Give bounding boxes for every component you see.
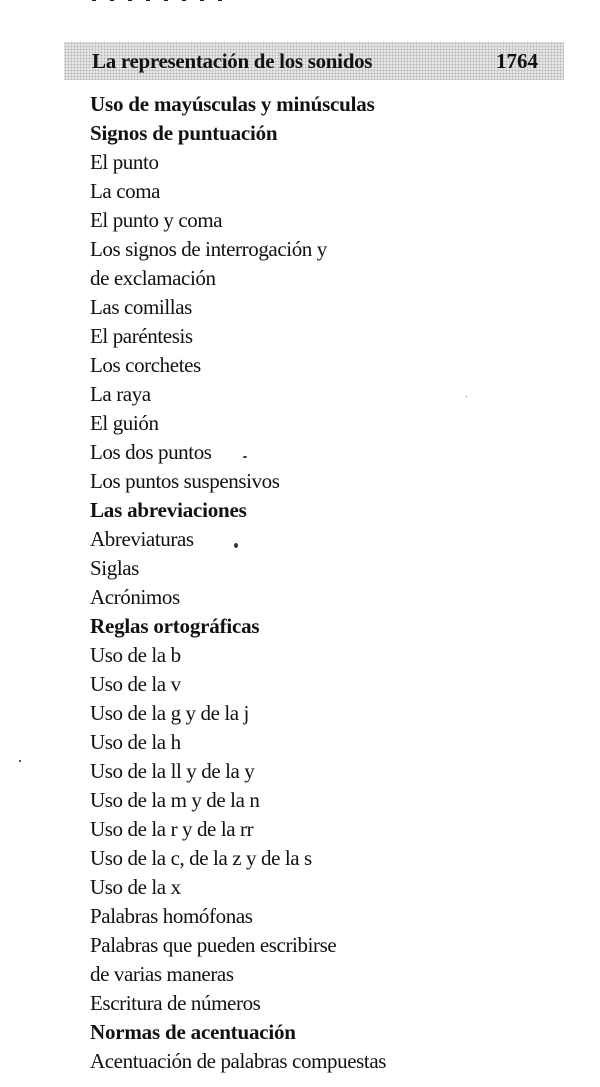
toc-entry: Los dos puntos [90,440,212,464]
toc-entry: de exclamación [90,266,216,290]
toc-entry: Abreviaturas [90,527,194,551]
scan-speck [466,396,467,397]
toc-entry: Los corchetes [90,353,201,377]
toc-entry: El punto [90,150,159,174]
scan-speck [234,543,238,548]
toc-section-heading: Reglas ortográficas [90,614,260,638]
toc-entry: Palabras homófonas [90,904,253,928]
cropped-previous-line [92,0,272,4]
toc-entry: Uso de la c, de la z y de la s [90,846,312,870]
table-of-contents-list [90,90,570,1076]
toc-entry: Los puntos suspensivos [90,469,280,493]
section-page-number: 1764 [496,49,538,73]
toc-entry: Uso de la r y de la rr [90,817,254,841]
toc-section-heading: Signos de puntuación [90,121,278,145]
toc-section-heading: Las abreviaciones [90,498,247,522]
toc-entry: Uso de la m y de la n [90,788,260,812]
scan-speck [243,456,247,458]
toc-entry: Palabras que pueden escribirse [90,933,337,957]
toc-entry: La raya [90,382,151,406]
toc-entry: Uso de la b [90,643,181,667]
toc-entry: El punto y coma [90,208,223,232]
toc-entry: Acrónimos [90,585,180,609]
scan-speck [19,760,21,762]
toc-entry: Escritura de números [90,991,261,1015]
toc-entry: Uso de la x [90,875,181,899]
toc-entry: Los signos de interrogación y [90,237,327,261]
toc-section-heading: Normas de acentuación [90,1020,296,1044]
toc-entry: Uso de la h [90,730,181,754]
toc-entry: Uso de la ll y de la y [90,759,255,783]
toc-entry: La coma [90,179,161,203]
toc-entry: Siglas [90,556,139,580]
toc-entry: Acentuación de palabras compuestas [90,1049,387,1073]
toc-section-heading: Uso de mayúsculas y minúsculas [90,92,375,116]
toc-entry: Uso de la v [90,672,181,696]
toc-entry: El paréntesis [90,324,193,348]
toc-entry: El guión [90,411,159,435]
toc-entry: Las comillas [90,295,192,319]
toc-entry: Uso de la g y de la j [90,701,249,725]
section-title: La representación de los sonidos [92,49,373,73]
toc-entry: de varias maneras [90,962,234,986]
